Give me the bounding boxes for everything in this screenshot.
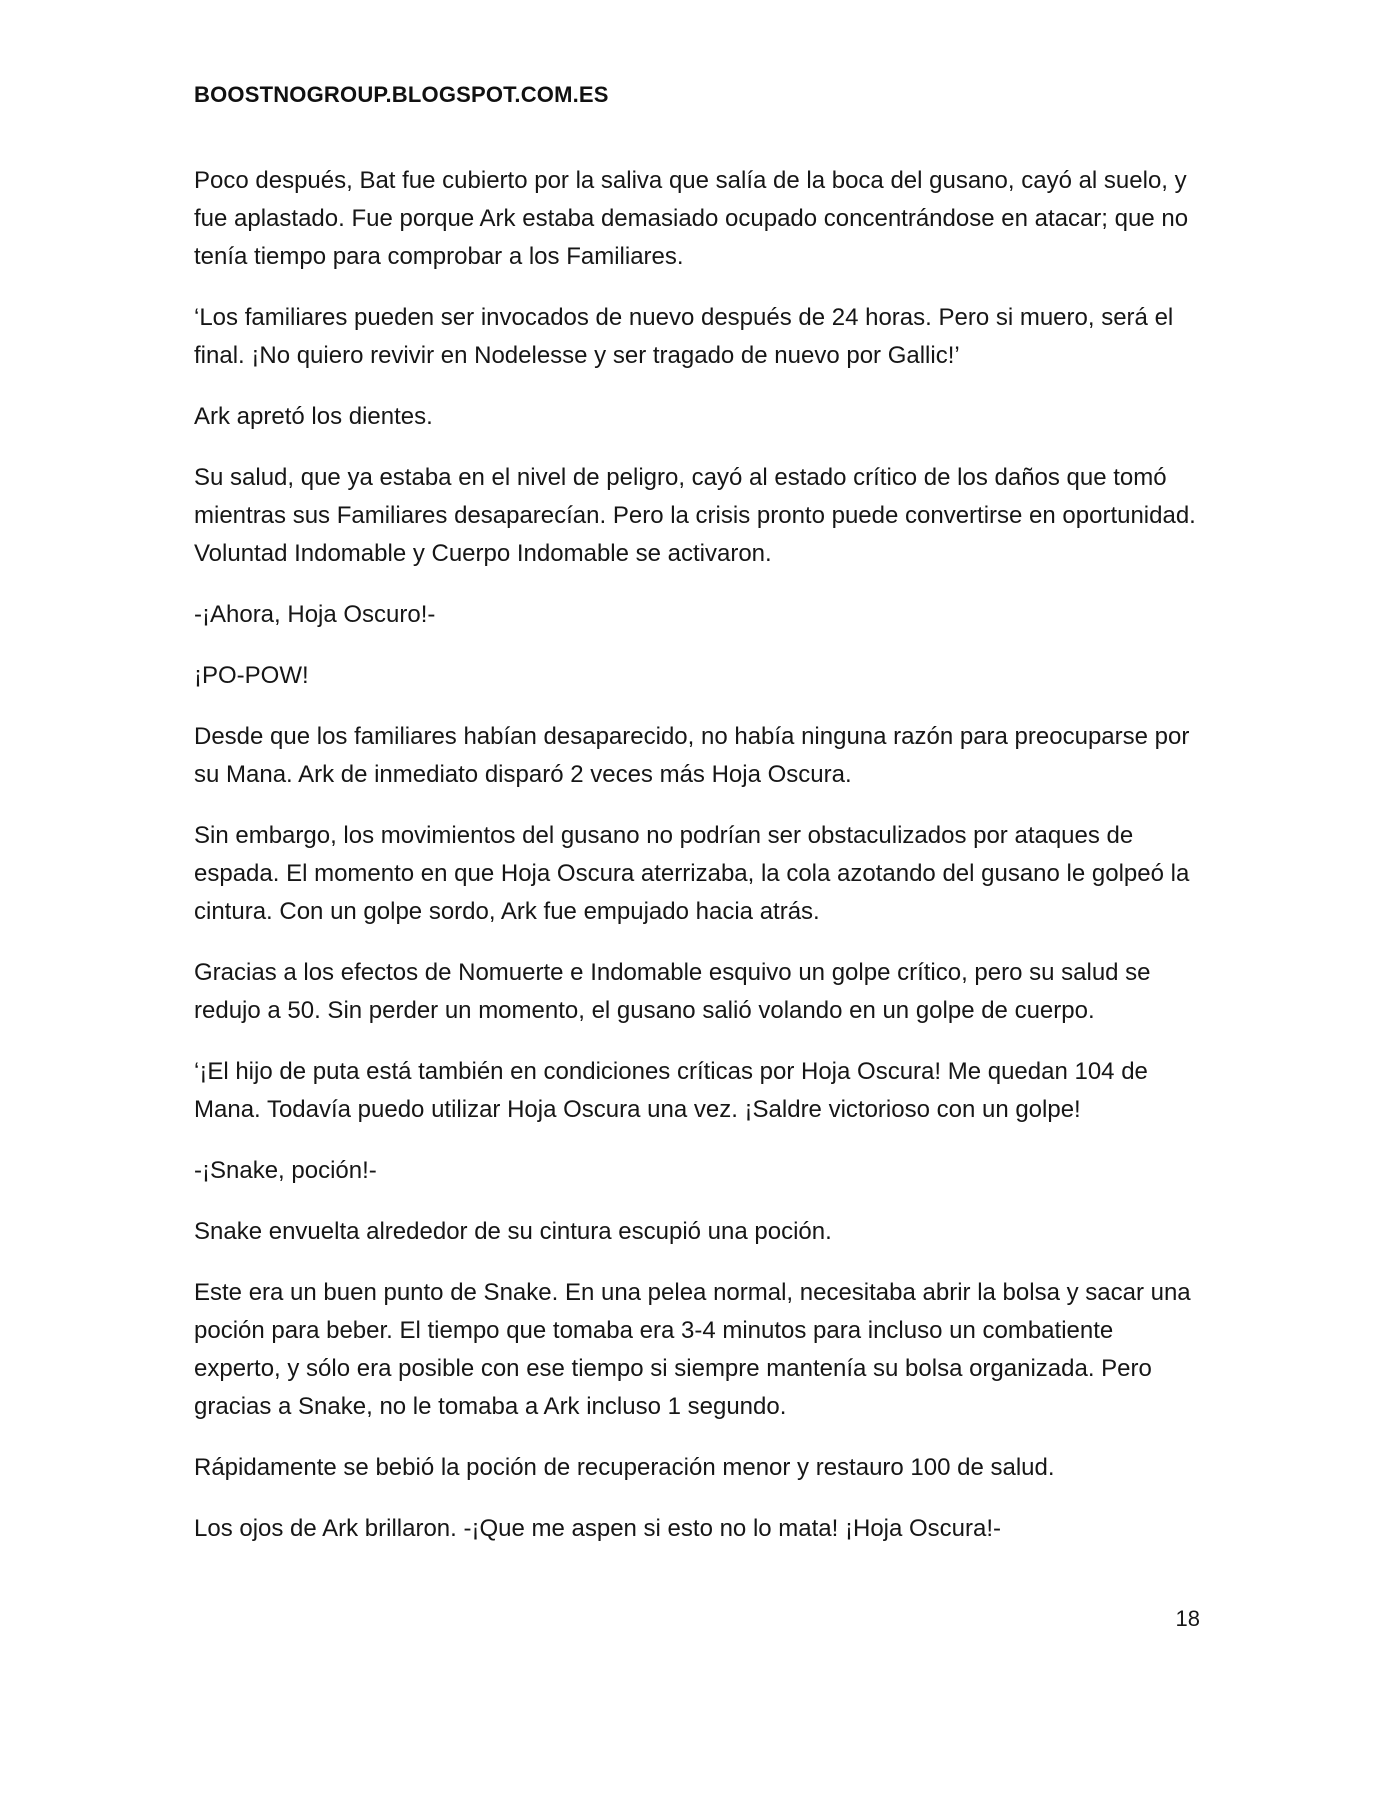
paragraph: Su salud, que ya estaba en el nivel de peligro, cayó al estado crítico de los daños que tomó mientras sus Familiares desaparecían. Pero la crisis pronto puede convertirse en oportunidad. Voluntad Indomable y Cuerpo Indomable se activaron.: [194, 464, 1196, 567]
paragraph: -¡Ahora, Hoja Oscuro!-: [194, 601, 436, 628]
paragraph: Desde que los familiares habían desaparecido, no había ninguna razón para preocuparse por su Mana. Ark de inmediato disparó 2 veces más Hoja Oscura.: [194, 723, 1190, 788]
paragraph: ‘¡El hijo de puta está también en condiciones críticas por Hoja Oscura! Me quedan 104 de Mana. Todavía puedo utilizar Hoja Oscura una vez. ¡Saldre victorioso con un golpe!: [194, 1058, 1148, 1123]
paragraph: ¡PO-POW!: [194, 662, 309, 689]
paragraph: Los ojos de Ark brillaron. -¡Que me aspen si esto no lo mata! ¡Hoja Oscura!-: [194, 1515, 1002, 1542]
body-text: [194, 162, 1204, 1571]
paragraph: Sin embargo, los movimientos del gusano no podrían ser obstaculizados por ataques de espada. El momento en que Hoja Oscura aterrizaba, la cola azotando del gusano le golpeó la cintura. Con un golpe sordo, Ark fue empujado hacia atrás.: [194, 822, 1190, 925]
paragraph: Ark apretó los dientes.: [194, 403, 433, 430]
paragraph: ‘Los familiares pueden ser invocados de nuevo después de 24 horas. Pero si muero, será el final. ¡No quiero revivir en Nodelesse y ser tragado de nuevo por Gallic!’: [194, 304, 1174, 369]
paragraph: Snake envuelta alrededor de su cintura escupió una poción.: [194, 1218, 832, 1245]
paragraph: Gracias a los efectos de Nomuerte e Indomable esquivo un golpe crítico, pero su salud se redujo a 50. Sin perder un momento, el gusano salió volando en un golpe de cuerpo.: [194, 959, 1151, 1024]
paragraph: Rápidamente se bebió la poción de recuperación menor y restauro 100 de salud.: [194, 1454, 1055, 1481]
paragraph: Este era un buen punto de Snake. En una pelea normal, necesitaba abrir la bolsa y sacar una poción para beber. El tiempo que tomaba era 3-4 minutos para incluso un combatiente experto, y sólo era posible con ese tiempo si siempre mantenía su bolsa organizada. Pero gracias a Snake, no le tomaba a Ark incluso 1 segundo.: [194, 1279, 1191, 1420]
paragraph: Poco después, Bat fue cubierto por la saliva que salía de la boca del gusano, cayó al suelo, y fue aplastado. Fue porque Ark estaba demasiado ocupado concentrándose en atacar; que no tenía tiempo para comprobar a los Familiares.: [194, 167, 1189, 270]
paragraph: -¡Snake, poción!-: [194, 1157, 377, 1184]
page-header: BOOSTNOGROUP.BLOGSPOT.COM.ES: [194, 82, 609, 107]
page-number: 18: [1175, 1606, 1200, 1631]
